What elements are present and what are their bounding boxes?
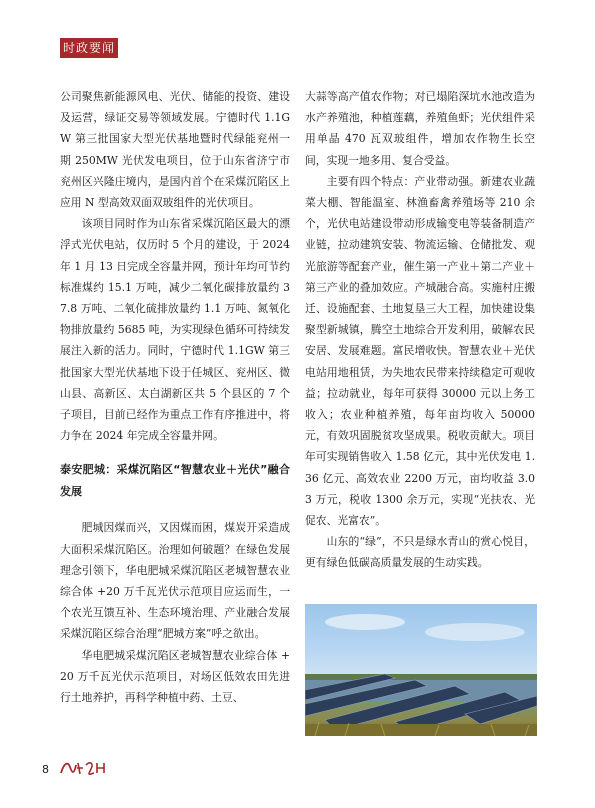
paragraph: 山东的“绿”，不只是绿水青山的赏心悦目，更有绿色低碳高质量发展的生动实践。 xyxy=(305,535,535,570)
section-tag: 时政要闻 xyxy=(60,38,118,58)
solar-farm-illustration xyxy=(305,604,537,736)
page-number: 8 xyxy=(42,763,49,776)
magazine-logo-icon xyxy=(58,757,108,779)
paragraph: 公司聚焦新能源风电、光伏、储能的投资、建设及运营，绿证交易等领域发展。宁德时代 1.1GW 第三批国家大型光伏基地暨时代绿能兖州一期 250MW 光伏发电项目，位于山东省济宁市兖州区兴隆庄境内，是国内首个在采煤沉陷区上应用 N 型高效双面双玻组件的光伏项目。 xyxy=(60,90,290,210)
paragraph: 大蒜等高产值农作物；对已塌陷深坑水池改造为水产养殖池，种植莲藕，养殖鱼虾；光伏组件采用单晶 470 瓦双玻组件，增加农作物生长空间，实现一地多用、复合受益。 xyxy=(305,90,535,167)
right-column xyxy=(305,86,535,574)
solar-farm-photo xyxy=(305,604,537,736)
paragraph: 该项目同时作为山东省采煤沉陷区最大的漂浮式光伏电站，仅历时 5 个月的建设，于 2024 年 1 月 13 日完成全容量并网，预计年均可节约标准煤约 15.1 万吨，减少二氧化碳排放量约 37.8 万吨、二氧化硫排放量约 1.1 万吨、氮氧化物排放量约 5685 吨，为实现绿色循环可持续发展注入新的活力。同时，宁德时代 1.1GW 第三批国家大型光伏基地下设于任城区、兖州区、微山县、高新区、太白湖新区共 5 个县区的 7 个子项目，目前已经作为重点工作有序推进中，将力争在 2024 年完成全容量并网。 xyxy=(60,217,290,443)
paragraph: 华电肥城采煤沉陷区老城智慧农业综合体 +20 万千瓦光伏示范项目，对场区低效农田先进行土地养护，再科学种植中药、土豆、 xyxy=(60,648,290,705)
paragraph: 主要有四个特点：产业带动强。新建农业蔬菜大棚、智能温室、林渔畜禽养殖场等 210 余个，光伏电站建设带动形成输变电等装备制造产业链，拉动建筑安装、物流运输、仓储批发、观光旅游等配套产业，催生第一产业＋第二产业＋第三产业的叠加效应。产城融合高。实施村庄搬迁、设施配套、土地复垦三大工程，加快建设集聚型新城镇，腾空土地综合开发利用，破解农民安居、发展难题。富民增收快。智慧农业＋光伏电站用地租赁，为失地农民带来持续稳定可观收益；拉动就业，每年可获得 30000 元以上务工收入；农业种植养殖，每年亩均收入 50000 元，有效巩固脱贫攻坚成果。税收贡献大。项目年可实现销售收入 1.58 亿元，其中光伏发电 1.36 亿元、高效农业 2200 万元，亩均收益 3.03 万元，税收 1300 余万元，实现“光扶农、光促农、光富农”。 xyxy=(305,174,535,528)
subheading: 泰安肥城：采煤沉陷区“智慧农业＋光伏”融合发展 xyxy=(60,463,290,499)
left-column xyxy=(60,86,290,708)
paragraph: 肥城因煤而兴，又因煤而困，煤炭开采造成大面积采煤沉陷区。治理如何破题？在绿色发展理念引领下，华电肥城采煤沉陷区老城智慧农业综合体 +20 万千瓦光伏示范项目应运而生，一个农光互馈互补、生态环境治理、产业融合发展采煤沉陷区综合治理“肥城方案”呼之欲出。 xyxy=(60,521,290,641)
